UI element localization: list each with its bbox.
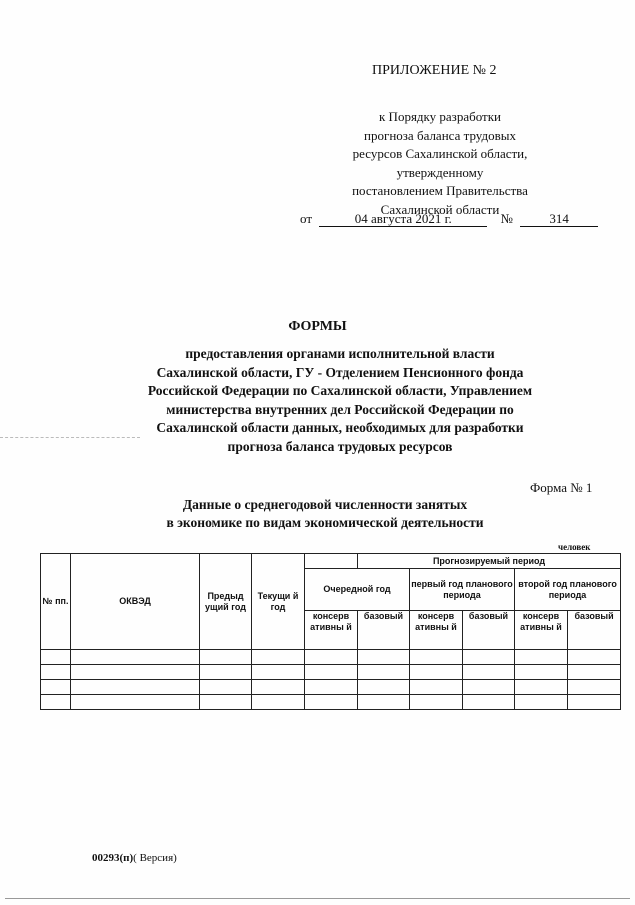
order-number-label: № <box>500 211 513 226</box>
table-row <box>41 695 621 710</box>
table-title <box>150 496 500 532</box>
subtitle-line: Сахалинской области, ГУ - Отделением Пенсионного фонда <box>156 364 524 380</box>
scan-artifact <box>0 437 140 440</box>
header-current-year: Текущи й год <box>252 554 305 650</box>
document-code: 00293(п) <box>92 852 134 864</box>
approval-line: прогноза баланса трудовых <box>364 127 516 143</box>
units-label: человек <box>558 542 591 552</box>
header-conservative: консерв ативны й <box>305 611 358 650</box>
header-base: базовый <box>358 611 410 650</box>
table-row <box>41 680 621 695</box>
approval-line: ресурсов Сахалинской области, <box>352 146 528 161</box>
approval-line: постановлением Правительства <box>352 183 528 198</box>
header-next-year: Очередной год <box>305 569 410 611</box>
header-base: базовый <box>568 611 621 650</box>
order-date: 04 августа 2021 г. <box>319 211 487 227</box>
approval-text <box>300 108 580 219</box>
header-conservative: консерв ативны й <box>515 611 568 650</box>
order-line <box>300 211 598 227</box>
table-row <box>41 650 621 665</box>
subtitle-line: Сахалинской области данных, необходимых для разработки <box>156 420 524 435</box>
header-conservative: консерв ативны й <box>410 611 463 650</box>
version-label: ( Версия) <box>133 852 177 864</box>
subtitle-line: прогноза баланса трудовых ресурсов <box>227 438 453 454</box>
table-title-line: Данные о среднегодовой численности занятых <box>182 497 468 512</box>
table-row <box>41 665 621 680</box>
header-forecast-period: Прогнозируемый период <box>358 554 621 569</box>
approval-line: Сахалинской области <box>380 201 500 217</box>
header-base: базовый <box>463 611 515 650</box>
approval-line: к Порядку разработки <box>378 109 501 124</box>
version-footer <box>92 852 177 864</box>
order-number: 314 <box>520 211 598 227</box>
form-number: Форма № 1 <box>530 480 593 495</box>
table-title-line: в экономике по видам экономической деятельности <box>166 515 484 530</box>
employment-table <box>40 553 621 710</box>
header-second-plan-year: второй год планового периода <box>515 569 621 611</box>
appendix-title: ПРИЛОЖЕНИЕ № 2 <box>372 63 497 78</box>
bottom-rule <box>5 898 630 899</box>
header-num: № пп. <box>41 554 71 650</box>
subtitle-line: Российской Федерации по Сахалинской области, Управлением <box>147 383 533 398</box>
subtitle-line: предоставления органами исполнительной власти <box>185 346 495 361</box>
header-prev-year: Предыд ущий год <box>200 554 252 650</box>
header-okved: ОКВЭД <box>71 554 200 650</box>
document-title: ФОРМЫ <box>288 319 347 334</box>
header-first-plan-year: первый год планового периода <box>410 569 515 611</box>
approval-line: утвержденному <box>396 164 484 180</box>
document-subtitle <box>95 345 585 456</box>
subtitle-line: министерства внутренних дел Российской Федерации по <box>166 401 514 417</box>
header-blank-cell <box>305 554 358 569</box>
order-from-label: от <box>300 211 313 226</box>
